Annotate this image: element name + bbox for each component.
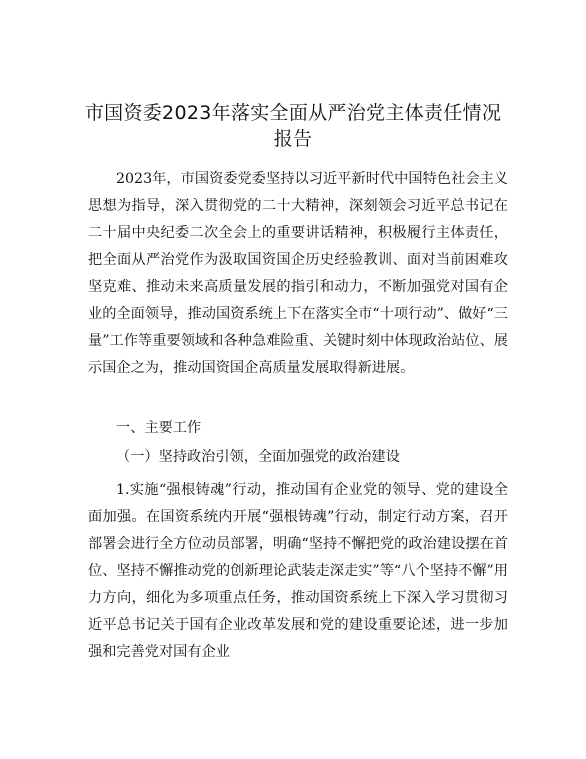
intro-paragraph <box>88 166 508 382</box>
intro-text: 2023年，市国资委党委坚持以习近平新时代中国特色社会主义思想为指导，深入贯彻党的二十大精神，深刻领会习近平总书记在二十届中央纪委二次全会上的重要讲话精神，积极履行主体责任，把全面从严治党作为汲取国资国企历史经验教训、面对当前困难攻坚克难、推动未来高质量发展的指引和动力，不断加强党对国有企业的全面领导，推动国资系统上下在落实全市“十项行动”、做好“三量”工作等重要领域和各种急难险重、关键时刻中体现政治站位、展示国企之为，推动国资国企高质量发展取得新进展。 <box>88 171 508 376</box>
subsection-heading: （一）坚持政治引领，全面加强党的政治建设 <box>116 449 400 465</box>
section-heading: 一、主要工作 <box>116 420 202 436</box>
paragraph-text: 1.实施“强根铸魂”行动，推动国有企业党的领导、党的建设全面加强。在国资系统内开展“强根铸魂”行动，制定行动方案，召开部署会进行全方位动员部署，明确“坚持不懈把党的政治建设摆在首位、坚持不懈推动党的创新理论武装走深走实”等“八个坚持不懈”用力方向，细化为多项重点任务，推动国资系统上下深入学习贯彻习近平总书记关于国有企业改革发展和党的建设重要论述，进一步加强和完善党对国有企业 <box>88 482 508 660</box>
body-paragraph <box>88 477 508 666</box>
document-title: 市国资委2023年落实全面从严治党主体责任情况报告 <box>84 102 502 150</box>
